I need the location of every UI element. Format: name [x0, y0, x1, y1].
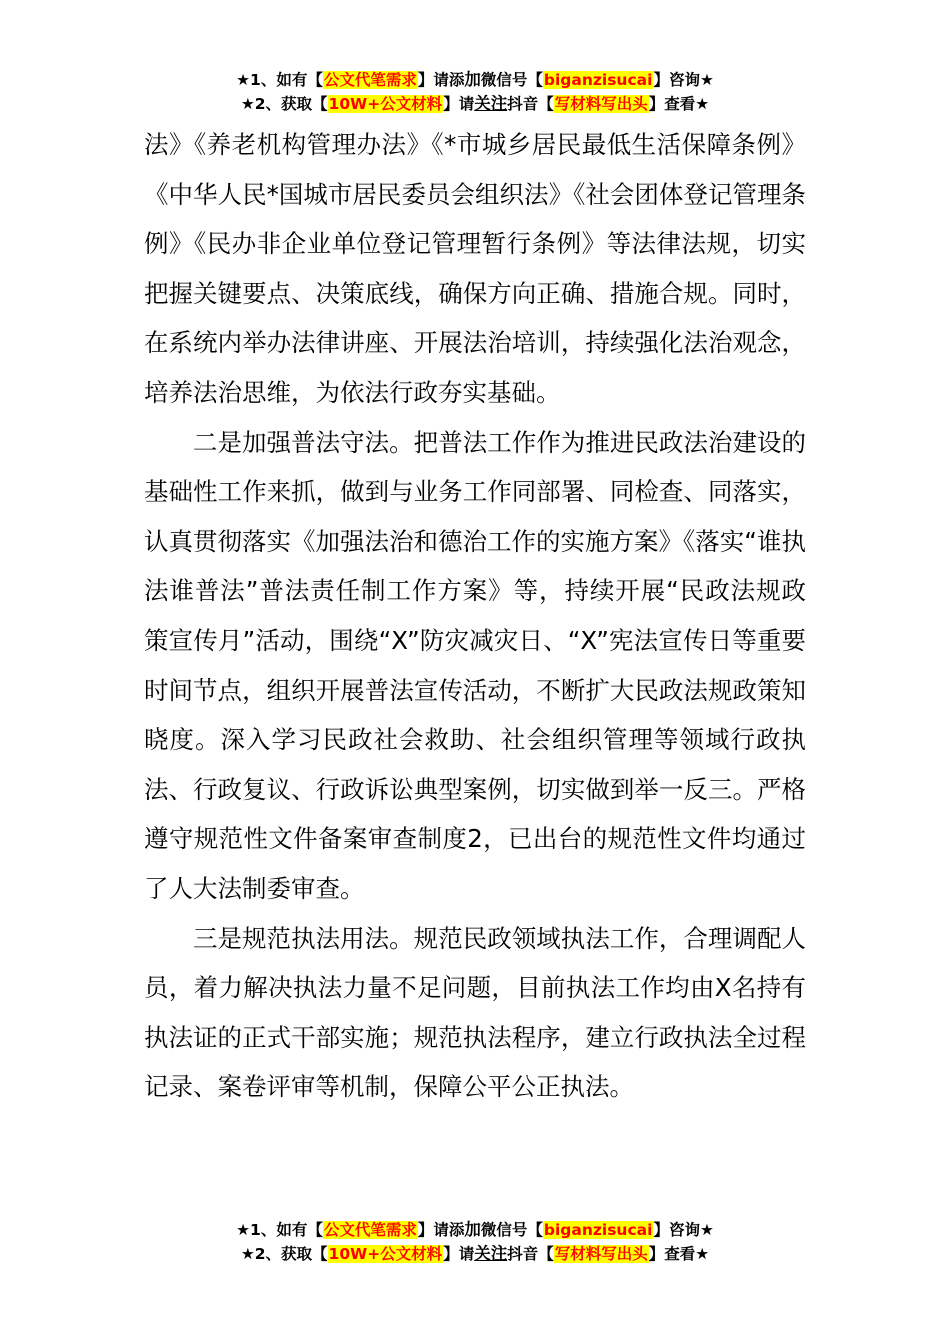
highlight-douyin-id: 写材料写出头 [554, 1245, 648, 1263]
banner-text: ★2、获取【 [240, 1245, 328, 1263]
banner-text: 】请添 [417, 1221, 465, 1239]
banner-text: 加 [464, 1220, 481, 1239]
banner-text: 】咨询★ [653, 71, 714, 89]
footer-banner [0, 1218, 950, 1266]
banner-text: 关注 [474, 1244, 508, 1263]
paragraph-continued: 法》《养老机构管理办法》《*市城乡居民最低生活保障条例》《中华人民*国城市居民委员会组织法》《社会团体登记管理条例》《民办非企业单位登记管理暂行条例》等法律法规，切实把握关键要点、决策底线，确保方向正确、措施合规。同时，在系统内举办法律讲座、开展法治培训，持续强化法治观念，培养法治思维，为依法行政夯实基础。 [144, 130, 806, 407]
banner-text: 】查看★ [648, 95, 710, 113]
paragraph-regulate-enforcement: 三是规范执法用法。规范民政领域执法工作，合理调配人员，着力解决执法力量不足问题，目前执法工作均由X名持有执法证的正式干部实施；规范执法程序，建立行政执法全过程记录、案卷评审等机制，保障公平公正执法。 [144, 923, 806, 1102]
highlight-service: 公文代笔需求 [323, 71, 417, 89]
highlight-materials: 10W+公文材料 [328, 95, 443, 113]
banner-text: 微信号【 [480, 71, 543, 89]
banner-line-1 [0, 68, 950, 92]
highlight-douyin-id: 写材料写出头 [554, 95, 648, 113]
banner-text: 关注 [474, 94, 508, 113]
banner-line-1 [0, 1218, 950, 1242]
banner-text: 微信号【 [480, 1221, 543, 1239]
banner-text: ★1、如有【 [236, 1221, 323, 1239]
highlight-service: 公文代笔需求 [323, 1221, 417, 1239]
banner-text: 抖音【 [507, 95, 554, 113]
highlight-materials: 10W+公文材料 [328, 1245, 443, 1263]
banner-text: ★2、获取【 [240, 95, 328, 113]
banner-text: 】请添 [417, 71, 465, 89]
banner-text: 】查看★ [648, 1245, 710, 1263]
banner-text: 加 [464, 70, 481, 89]
document-body [144, 120, 806, 1112]
header-banner [0, 68, 950, 116]
highlight-wechat-id: biganzisucai [543, 71, 653, 89]
banner-line-2 [0, 1242, 950, 1266]
banner-text: 抖音【 [507, 1245, 554, 1263]
banner-line-2 [0, 92, 950, 116]
banner-text: 】请 [443, 95, 475, 113]
highlight-wechat-id: biganzisucai [543, 1221, 653, 1239]
paragraph-promote-law: 二是加强普法守法。把普法工作作为推进民政法治建设的基础性工作来抓，做到与业务工作同部署、同检查、同落实，认真贯彻落实《加强法治和德治工作的实施方案》《落实“谁执法谁普法”普法责任制工作方案》等，持续开展“民政法规政策宣传月”活动，围绕“X”防灾减灾日、“X”宪法宣传日等重要时间节点，组织开展普法宣传活动，不断扩大民政法规政策知晓度。深入学习民政社会救助、社会组织管理等领域行政执法、行政复议、行政诉讼典型案例，切实做到举一反三。严格遵守规范性文件备案审查制度2，已出台的规范性文件均通过了人大法制委审查。 [144, 427, 806, 903]
banner-text: 】咨询★ [653, 1221, 714, 1239]
banner-text: 】请 [443, 1245, 475, 1263]
banner-text: ★1、如有【 [236, 71, 323, 89]
